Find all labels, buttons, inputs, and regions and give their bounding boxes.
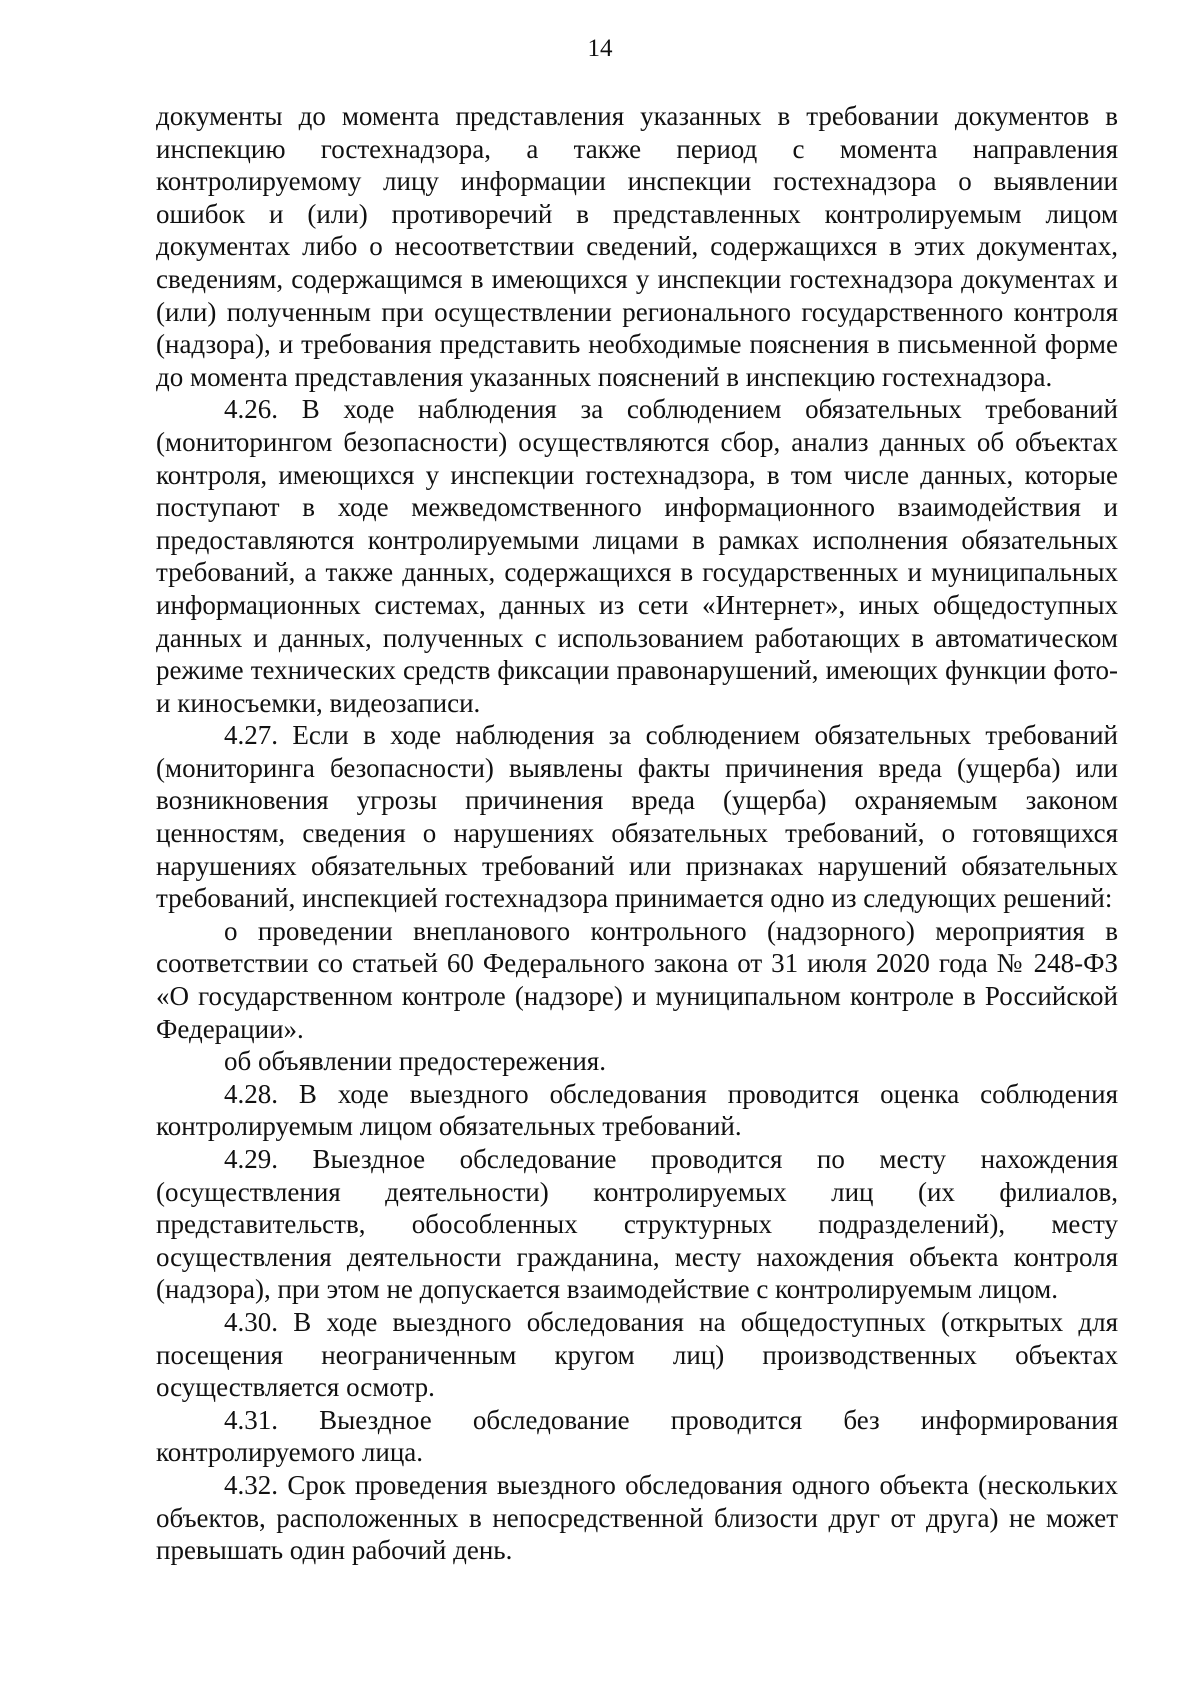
paragraph-decision-unscheduled: о проведении внепланового контрольного (надзорного) мероприятия в соответствии со статьей 60 Федерального закона от 31 июля 2020 года № 248-ФЗ «О государственном контроле (надзоре) и муниципальном контроле в Российской Федерации».	[156, 915, 1118, 1044]
paragraph-4-27: 4.27. Если в ходе наблюдения за соблюдением обязательных требований (мониторинга безопасности) выявлены факты причинения вреда (ущерба) или возникновения угрозы причинения вреда (ущерба) охраняемым законом ценностям, сведения о нарушениях обязательных требований, о готовящихся нарушениях обязательных требований или признаках нарушений обязательных требований, инспекцией гостехнадзора принимается одно из следующих решений:	[156, 720, 1118, 914]
paragraph-4-30: 4.30. В ходе выездного обследования на общедоступных (открытых для посещения неограниченным кругом лиц) производственных объектах осуществляется осмотр.	[156, 1306, 1118, 1403]
paragraph-4-29: 4.29. Выездное обследование проводится по месту нахождения (осуществления деятельности) контролируемых лиц (их филиалов, представительств, обособленных структурных подразделений), месту осуществления деятельности гражданина, месту нахождения объекта контроля (надзора), при этом не допускается взаимодействие с контролируемым лицом.	[156, 1144, 1118, 1305]
paragraph-4-31: 4.31. Выездное обследование проводится без информирования контролируемого лица.	[156, 1404, 1118, 1468]
paragraph-4-26: 4.26. В ходе наблюдения за соблюдением обязательных требований (мониторингом безопасности) осуществляются сбор, анализ данных об объектах контроля, имеющихся у инспекции гостехнадзора, в том числе данных, которые поступают в ходе межведомственного информационного взаимодействия и предоставляются контролируемыми лицами в рамках исполнения обязательных требований, а также данных, содержащихся в государственных и муниципальных информационных системах, данных из сети «Интернет», иных общедоступных данных и данных, полученных с использованием работающих в автоматическом режиме технических средств фиксации правонарушений, имеющих функции фото- и киносъемки, видеозаписи.	[156, 394, 1118, 718]
paragraph-continuation: документы до момента представления указанных в требовании документов в инспекцию гостехнадзора, а также период с момента направления контролируемому лицу информации инспекции гостехнадзора о выявлении ошибок и (или) противоречий в представленных контролируемым лицом документах либо о несоответствии сведений, содержащихся в этих документах, сведениям, содержащимся в имеющихся у инспекции гостехнадзора документах и (или) полученным при осуществлении регионального государственного контроля (надзора), и требования представить необходимые пояснения в письменной форме до момента представления указанных пояснений в инспекцию гостехнадзора.	[156, 101, 1118, 392]
page-number: 14	[587, 35, 613, 62]
document-body	[156, 100, 1118, 1567]
paragraph-4-32: 4.32. Срок проведения выездного обследования одного объекта (нескольких объектов, расположенных в непосредственной близости друг от друга) не может превышать один рабочий день.	[156, 1469, 1118, 1566]
paragraph-decision-warning: об объявлении предостережения.	[224, 1046, 606, 1077]
paragraph-4-28: 4.28. В ходе выездного обследования проводится оценка соблюдения контролируемым лицом обязательных требований.	[156, 1078, 1118, 1142]
